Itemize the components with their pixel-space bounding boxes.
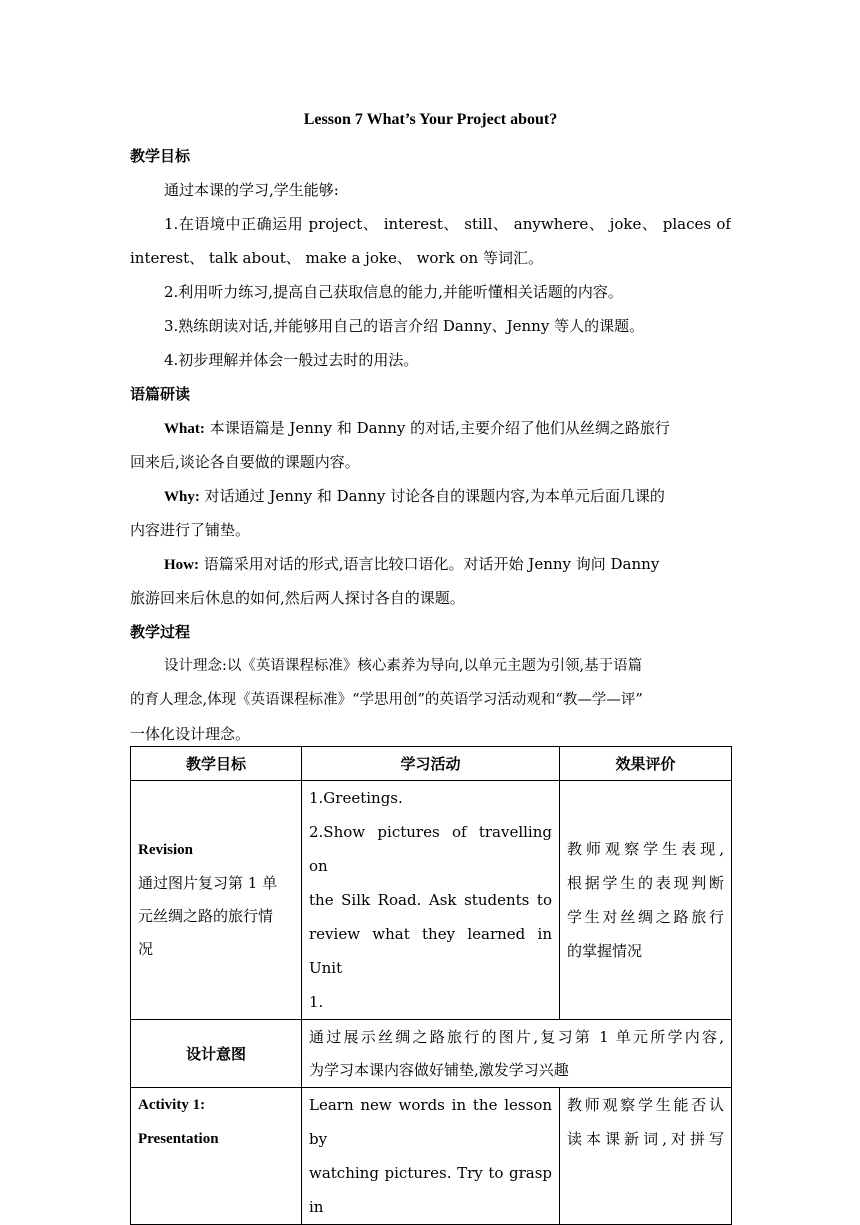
table-row [131,781,732,1020]
what-text: 本课语篇是 Jenny 和 Danny 的对话,主要介绍了他们从丝绸之路旅行 [204,419,670,437]
row1-activity-line: 1. [309,993,324,1011]
how-text: 语篇采用对话的形式,语言比较口语化。对话开始 Jenny 询问 Danny [199,555,660,573]
row2-eval-line: 读本课新词,对拼写 [567,1130,724,1148]
row2-goal-cell [131,1088,302,1225]
what-label: What: [164,421,205,437]
header-goal: 教学目标 [131,747,302,781]
row1-goal-title: Revision [138,842,194,858]
row2-goal-line: Activity 1: [138,1097,206,1113]
header-activity: 学习活动 [302,747,560,781]
row1-activity-cell [302,781,560,1020]
goal-4: 4.初步理解并体会一般过去时的用法。 [164,351,419,369]
concept-line-3: 一体化设计理念。 [130,725,251,743]
row1-activity-line: 2.Show pictures of travelling on [309,823,552,875]
row2-activity-cell [302,1088,560,1225]
goal-1-line-2: interest、 talk about、 make a joke、 work on 等词汇。 [130,249,543,267]
row1-eval-line: 教师观察学生表现, [567,840,724,858]
design-intent-line: 为学习本课内容做好铺垫,激发学习兴趣 [309,1060,569,1079]
row2-goal-line: Presentation [138,1131,219,1147]
row1-goal-line: 况 [138,940,154,958]
design-intent-line: 通过展示丝绸之路旅行的图片,复习第 1 单元所学内容, [309,1027,724,1046]
goal-3: 3.熟练朗读对话,并能够用自己的语言介绍 Danny、Jenny 等人的课题。 [164,317,645,335]
why-text: 对话通过 Jenny 和 Danny 讨论各自的课题内容,为本单元后面几课的 [199,487,665,505]
concept-line-1: 设计理念:以《英语课程标准》核心素养为导向,以单元主题为引领,基于语篇 [164,658,643,674]
design-intent-cell [302,1020,732,1088]
row2-activity-line: Learn new words in the lesson by [309,1096,552,1148]
goals-heading: 教学目标 [130,147,191,165]
concept-line-2: 的育人理念,体现《英语课程标准》“学思用创”的英语学习活动观和“教—学—评” [130,692,643,708]
row2-eval-cell [560,1088,732,1225]
why-label: Why: [164,489,200,505]
row1-eval-line: 学生对丝绸之路旅行 [567,908,724,926]
lesson-title: Lesson 7 What’s Your Project about? [303,111,558,128]
row1-goal-cell [131,781,302,1020]
what-line-1 [164,418,731,439]
analysis-heading: 语篇研读 [130,385,191,403]
row1-eval-line: 根据学生的表现判断 [567,874,724,892]
goal-1-line-1: 1.在语境中正确运用 project、 interest、 still、 anywhere、 joke、 places of [164,215,731,233]
how-line-2: 旅游回来后休息的如何,然后两人探讨各自的课题。 [130,589,465,607]
table-row [131,1088,732,1225]
row1-eval-line: 的掌握情况 [567,942,643,960]
table-header-row [131,747,732,781]
goals-intro: 通过本课的学习,学生能够: [164,181,339,199]
teaching-process-table [130,746,732,1225]
row1-goal-line: 通过图片复习第 1 单 [138,874,278,892]
how-line-1 [164,554,731,575]
row1-activity-line: the Silk Road. Ask students to [309,891,552,909]
design-intent-label: 设计意图 [131,1020,302,1088]
row1-activity-line: 1.Greetings. [309,789,403,807]
row2-activity-line: watching pictures. Try to grasp in [309,1164,552,1216]
row1-eval-cell [560,781,732,1020]
row1-activity-line: review what they learned in Unit [309,925,552,977]
table-row [131,1020,732,1088]
what-line-2: 回来后,谈论各自要做的课题内容。 [130,453,360,471]
goal-2: 2.利用听力练习,提高自己获取信息的能力,并能听懂相关话题的内容。 [164,283,623,301]
header-evaluation: 效果评价 [560,747,732,781]
row2-eval-line: 教师观察学生能否认 [567,1096,724,1114]
how-label: How: [164,557,199,573]
row1-goal-line: 元丝绸之路的旅行情 [138,907,274,925]
why-line-1 [164,486,731,507]
why-line-2: 内容进行了铺垫。 [130,521,251,539]
process-heading: 教学过程 [130,623,191,641]
